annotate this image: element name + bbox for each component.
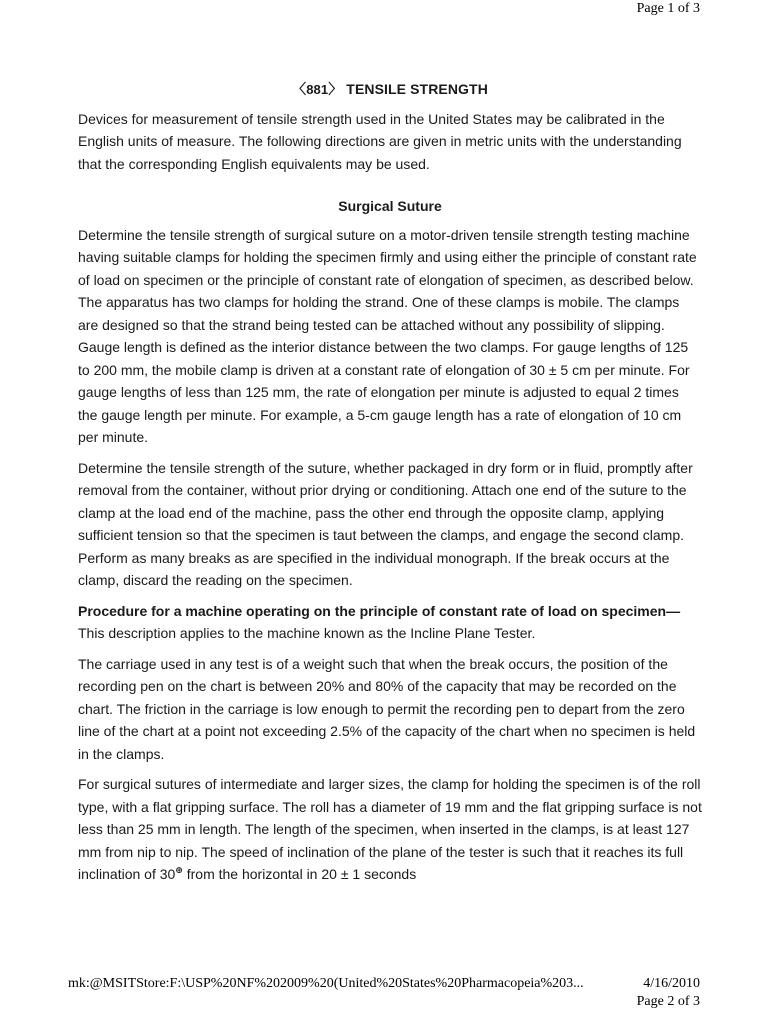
page-number-bottom: Page 2 of 3 (636, 994, 700, 1009)
paragraph-carriage: The carriage used in any test is of a weight such that when the break occurs, the position of the recording pen on the chart is between 20% and 80% of the capacity that may be recorded on the chart. The friction in the carriage is low enough to permit the recording pen to depart from the zero line of the chart at a point not exceeding 2.5% of the capacity of the chart when no specimen is held in the clamps. (78, 655, 696, 762)
paragraph-constant-load (78, 600, 702, 645)
footer-date: 4/16/2010 (643, 976, 700, 991)
footer-source-path: mk:@MSITStore:F:\USP%20NF%202009%20(United%20States%20Pharmacopeia%203... (68, 976, 584, 991)
paragraph-apparatus: Determine the tensile strength of surgical suture on a motor-driven tensile strength testing machine having suitable clamps for holding the specimen firmly and using either the principle of constant rate of load on specimen or the principle of constant rate of elongation of specimen, as described below. The apparatus has two clamps for holding the strand. One of these clamps is mobile. The clamps are designed so that the strand being tested can be attached without any possibility of slipping. Gauge length is defined as the interior distance between the two clamps. For gauge lengths of 125 to 200 mm, the mobile clamp is driven at a constant rate of elongation of 30 ± 5 cm per minute. For gauge lengths of less than 125 mm, the rate of elongation per minute is adjusted to equal 2 times the gauge length per minute. For example, a 5-cm gauge length has a rate of elongation of 10 cm per minute. (78, 226, 697, 445)
title-text: TENSILE STRENGTH (346, 81, 488, 97)
clamp-text-a: For surgical sutures of intermediate and larger sizes, the clamp for holding the specimen is of the roll type, with a flat gripping surface. The roll has a diameter of 19 mm and the flat gripping surface is not less than 25 mm in length. The length of the specimen, when inserted in the clamps, is at least 127 mm from nip to nip. The speed of inclination of the plane of the tester is such that it reaches its full inclination of 30 (78, 776, 702, 882)
degree-symbol: ⊕ (175, 865, 183, 875)
procedure-heading-rest: This description applies to the machine known as the Incline Plane Tester. (78, 625, 536, 641)
page-title (78, 78, 702, 102)
paragraph-clamp (78, 773, 702, 886)
intro-paragraph: Devices for measurement of tensile strength used in the United States may be calibrated in the English units of measure. The following directions are given in metric units with the understanding that the corresponding English equivalents may be used. (78, 110, 682, 172)
clamp-text-b: from the horizontal in 20 ± 1 seconds (182, 866, 417, 882)
title-number: 881 (306, 82, 329, 97)
page-number-top: Page 1 of 3 (636, 1, 700, 16)
title-bracket-left: 〈 (292, 81, 307, 97)
section-heading: Surgical Suture (338, 198, 442, 214)
title-bracket-right: 〉 (328, 81, 343, 97)
document-body (78, 78, 702, 894)
procedure-heading: Procedure for a machine operating on the principle of constant rate of load on specimen— (78, 602, 681, 619)
paragraph-procedure: Determine the tensile strength of the suture, whether packaged in dry form or in fluid, promptly after removal from the container, without prior drying or conditioning. Attach one end of the suture to the clamp at the load end of the machine, pass the other end through the opposite clamp, applying sufficient tension so that the specimen is taut between the clamps, and engage the second clamp. Perform as many breaks as are specified in the individual monograph. If the break occurs at the clamp, discard the reading on the specimen. (78, 459, 693, 588)
